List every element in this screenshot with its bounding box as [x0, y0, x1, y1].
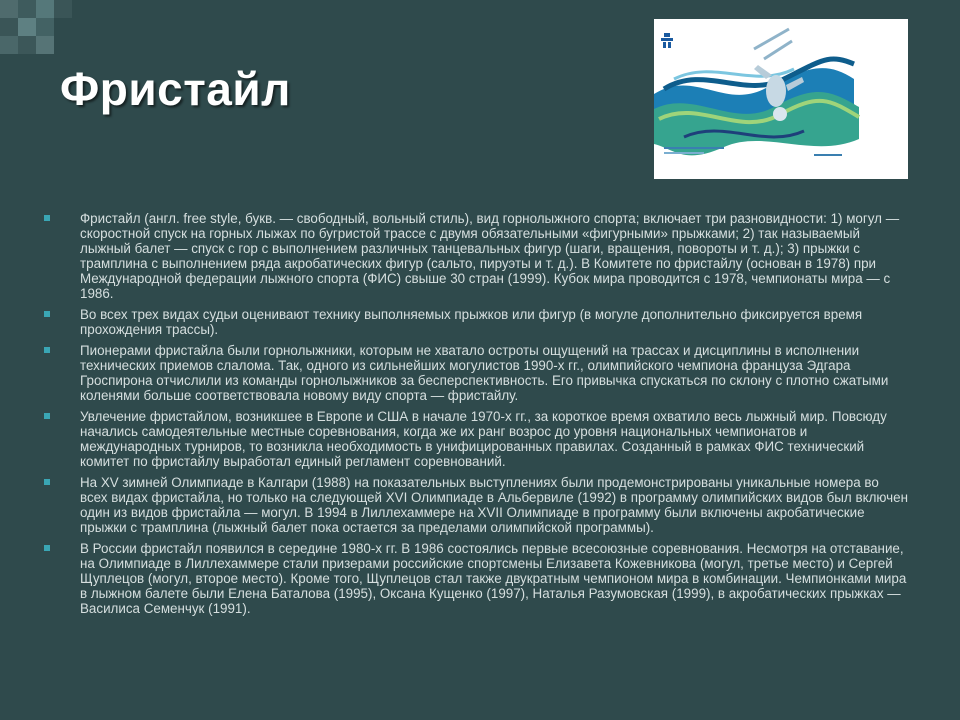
bullet-marker [44, 545, 50, 551]
bullet-marker [44, 479, 50, 485]
list-item [40, 541, 910, 616]
bullet-marker [44, 413, 50, 419]
freestyle-poster-image [654, 19, 908, 179]
list-item [40, 307, 910, 337]
bullet-text: На XV зимней Олимпиаде в Калгари (1988) на показательных выступлениях были продемонстрированы уникальные номера во всех видах фристайла, но только на следующей XVI Олимпиаде в Альбервиле (1992) в программу олимпийских видов был включен один из видов фристайла — могул. В 1994 в Лиллехаммере на XVII Олимпиаде в программу были включены акробатические прыжки с трамплина (лыжный балет пока остается за пределами олимпийской программы). [80, 475, 908, 535]
list-item [40, 409, 910, 469]
bullet-marker [44, 347, 50, 353]
slide-title: Фристайл [60, 63, 291, 115]
list-item [40, 343, 910, 403]
list-item [40, 475, 910, 535]
vancouver-olympics-freestyle-poster-icon [654, 19, 908, 179]
bullet-marker [44, 215, 50, 221]
bullet-text: Пионерами фристайла были горнолыжники, которым не хватало остроты ощущений на трассах и дисциплины в исполнении технических приемов слалома. Так, одного из сильнейших могулистов 1990-х гг., олимпийского чемпиона француза Эдгара Гроспирона отчислили из команды горнолыжников за бесперспективность. Его привычка спускаться по склону с плотно сжатыми коленями больше соответствовала новому виду спорта — фристайлу. [80, 343, 889, 403]
bullet-list [40, 211, 910, 622]
bullet-text: В России фристайл появился в середине 1980-х гг. В 1986 состоялись первые всесоюзные соревнования. Несмотря на отставание, на Олимпиаде в Лиллехаммере стали призерами российские спортсмены Елизавета Кожевникова (могул, третье место) и Сергей Щуплецов (могул, второе место). Кроме того, Щуплецов стал также двукратным чемпионом мира в комбинации. Чемпионками мира в лыжном балете были Елена Баталова (1995), Оксана Кущенко (1997), Наталья Разумовская (1999), в акробатических прыжках — Василиса Семенчук (1991). [80, 541, 907, 616]
bullet-text: Увлечение фристайлом, возникшее в Европе и США в начале 1970-х гг., за короткое время охватило весь лыжный мир. Повсюду начались самодеятельные местные соревнования, когда же их ранг возрос до уровня национальных чемпионатов и международных турниров, то возникла необходимость в унифицированных правилах. Созданный в рамках ФИС технический комитет по фристайлу выработал единый регламент соревнований. [80, 409, 887, 469]
list-item [40, 211, 910, 301]
bullet-marker [44, 311, 50, 317]
bullet-text: Фристайл (англ. free style, букв. — свободный, вольный стиль), вид горнолыжного спорта; включает три разновидности: 1) могул — скоростной спуск на горных лыжах по бугристой трассе с двумя обязательными «фигурными» прыжками; 2) так называемый лыжный балет — спуск с гор с выполнением различных танцевальных фигур (шаги, вращения, повороты и т. д.); 3) прыжки с трамплина с выполнением ряда акробатических фигур (сальто, пируэты и т. д.). В Комитете по фристайлу (основан в 1978) при Международной федерации лыжного спорта (ФИС) свыше 30 стран (1999). Кубок мира проводится с 1978, чемпионаты мира — с 1986. [80, 211, 900, 301]
bullet-text: Во всех трех видах судьи оценивают технику выполняемых прыжков или фигур (в могуле дополнительно фиксируется время прохождения трассы). [80, 307, 863, 337]
